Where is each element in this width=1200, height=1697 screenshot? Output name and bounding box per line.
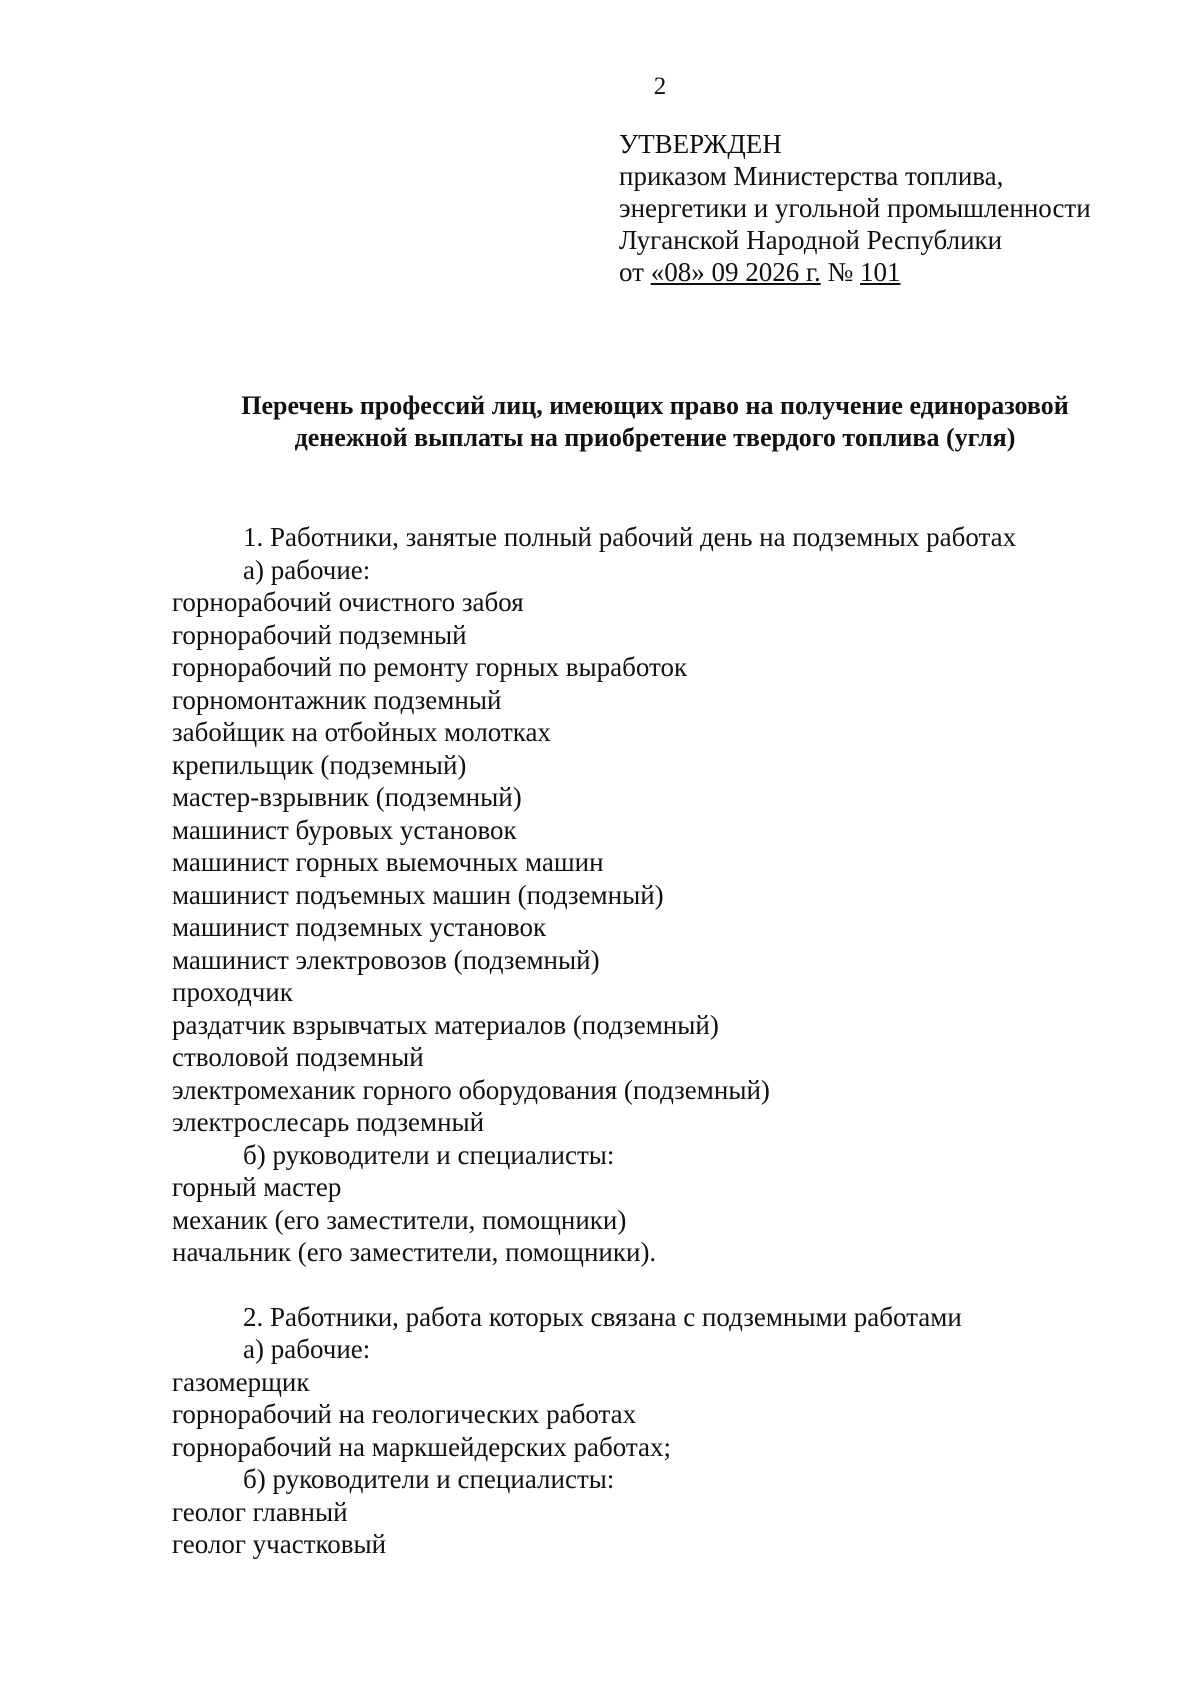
workers-subheading: а) рабочие:: [243, 554, 371, 585]
approval-number-prefix: №: [827, 257, 854, 287]
approval-date-line: [619, 256, 1091, 288]
approval-number: 101: [860, 257, 901, 287]
managers-subheading: б) руководители и специалисты:: [243, 1139, 615, 1170]
list-item: горномонтажник подземный: [172, 684, 502, 715]
approval-line-2: энергетики и угольной промышленности: [619, 193, 1091, 223]
list-item: горнорабочий на маркшейдерских работах;: [172, 1431, 672, 1462]
document-title-line-2: денежной выплаты на приобретение твердого топлива (угля): [294, 423, 1016, 452]
approval-date: «08» 09 2026 г.: [650, 257, 821, 287]
document-title: [190, 390, 1120, 454]
profession-list: [172, 521, 1132, 1561]
approval-line-1: приказом Министерства топлива,: [619, 161, 1004, 191]
list-item: стволовой подземный: [172, 1042, 424, 1072]
list-item: машинист горных выемочных машин: [172, 847, 604, 877]
approval-line-3: Луганской Народной Республики: [619, 225, 1003, 255]
managers-subheading: б) руководители и специалисты:: [243, 1464, 615, 1494]
section-spacer: [172, 1269, 1132, 1301]
list-item: крепильщик (подземный): [172, 749, 467, 780]
list-item: геолог участковый: [172, 1529, 387, 1559]
list-item: горный мастер: [172, 1172, 342, 1202]
list-item: забойщик на отбойных молотках: [172, 717, 551, 747]
page-number: 2: [653, 73, 667, 100]
approval-date-prefix: от: [619, 257, 644, 287]
section-heading: 1. Работники, занятые полный рабочий день на подземных работах: [243, 522, 1017, 552]
list-item: горнорабочий очистного забоя: [172, 587, 524, 617]
list-item: машинист подъемных машин (подземный): [172, 879, 664, 910]
list-item: газомерщик: [172, 1366, 310, 1397]
list-item: мастер-взрывник (подземный): [172, 782, 522, 812]
list-item: начальник (его заместители, помощники).: [172, 1237, 657, 1267]
list-item: геолог главный: [172, 1496, 348, 1527]
list-item: электромеханик горного оборудования (подземный): [172, 1074, 770, 1105]
list-item: горнорабочий по ремонту горных выработок: [172, 652, 688, 682]
approval-stamp-block: [619, 128, 1091, 288]
list-item: горнорабочий подземный: [172, 619, 467, 650]
list-item: горнорабочий на геологических работах: [172, 1399, 637, 1429]
approval-heading: УТВЕРЖДЕН: [619, 129, 782, 159]
section-heading: 2. Работники, работа которых связана с подземными работами: [243, 1301, 962, 1332]
workers-subheading: а) рабочие:: [243, 1334, 371, 1364]
list-item: электрослесарь подземный: [172, 1107, 485, 1137]
list-item: механик (его заместители, помощники): [172, 1204, 627, 1235]
list-item: машинист буровых установок: [172, 814, 517, 845]
list-item: машинист электровозов (подземный): [172, 944, 600, 975]
list-item: машинист подземных установок: [172, 912, 547, 942]
list-item: раздатчик взрывчатых материалов (подземный): [172, 1009, 719, 1040]
document-title-line-1: Перечень профессий лиц, имеющих право на получение единоразовой: [241, 391, 1069, 420]
list-item: проходчик: [172, 977, 293, 1007]
